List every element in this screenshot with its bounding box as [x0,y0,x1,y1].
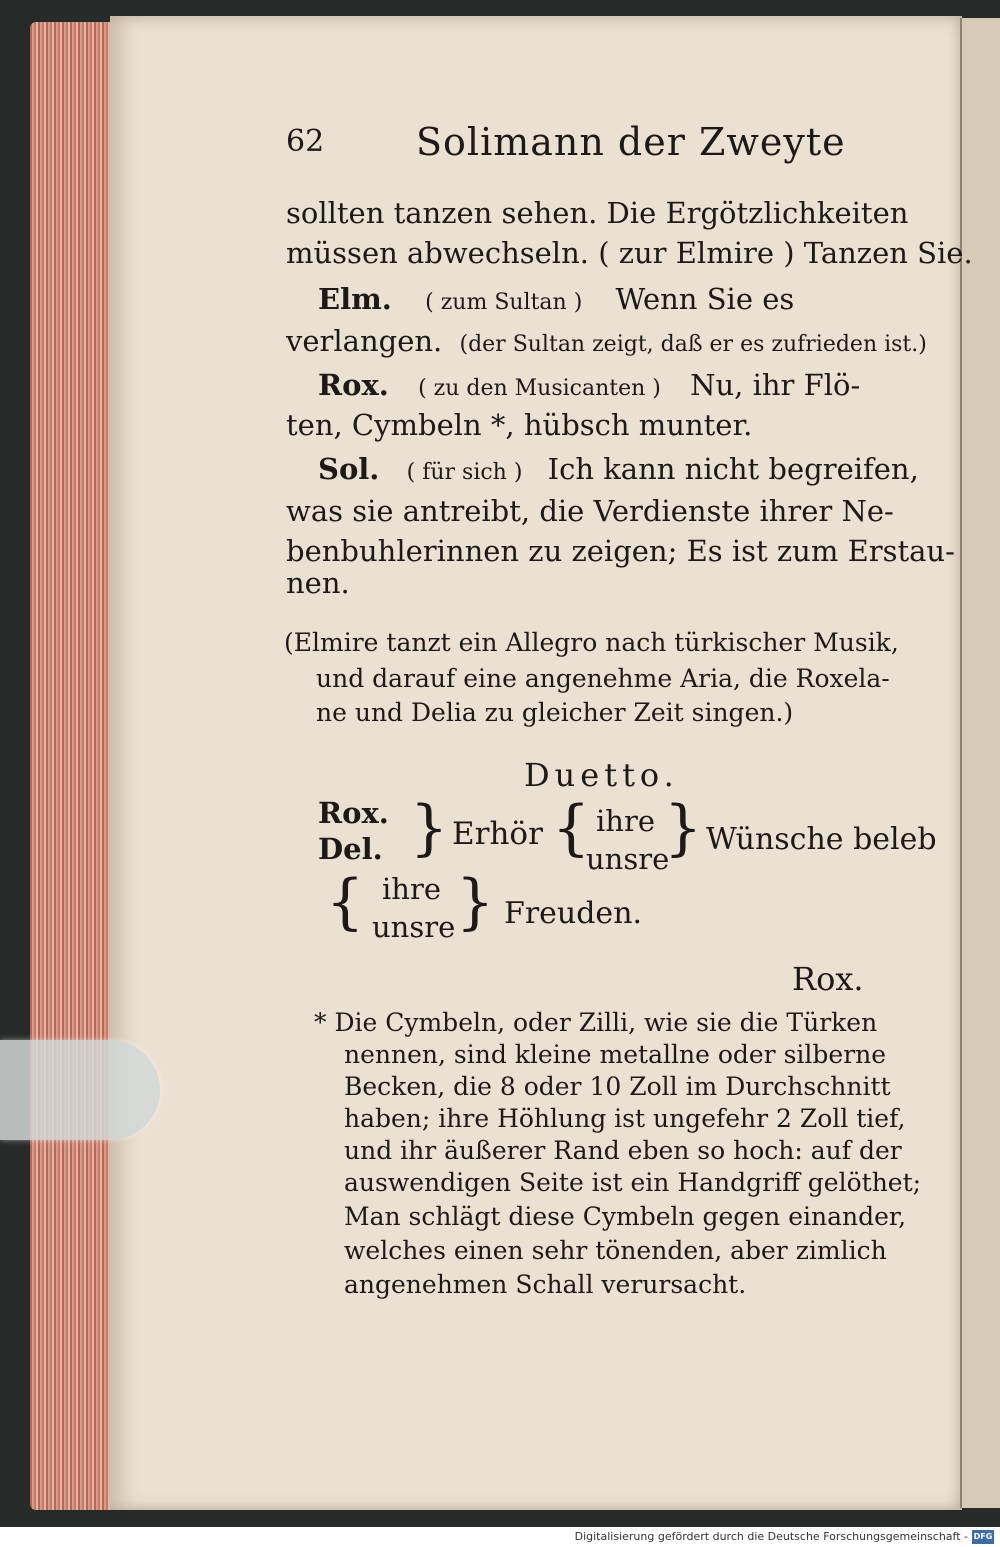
credit-bar [0,1527,1000,1547]
running-title: Solimann der Zweyte [416,120,846,164]
singer-name: Del. [318,832,383,866]
text-line: und darauf eine angenehme Aria, die Roxela- [316,664,890,693]
text-line: nen. [286,566,350,600]
duet-text: Wünsche beleb [706,822,937,857]
page-number: 62 [286,124,325,159]
text-line: (Elmire tanzt ein Allegro nach türkischer Musik, [284,628,899,657]
speech-text: Nu, ihr Flö- [690,368,861,402]
footnote-line: Becken, die 8 oder 10 Zoll im Durchschnitt [344,1072,891,1101]
duet-option: ihre [382,872,441,906]
footnote-line: * Die Cymbeln, oder Zilli, wie sie die Türken [314,1008,878,1037]
footnote-line: Man schlägt diese Cymbeln gegen einander, [344,1202,907,1231]
scanner-clip [0,1040,160,1140]
credit-text: Digitalisierung gefördert durch die Deutsche Forschungsgemeinschaft - [574,1530,968,1543]
duet-word: Erhör [452,816,543,852]
stage-note: (der Sultan zeigt, daß er es zufrieden ist.) [459,332,927,357]
duet-option: unsre [586,842,670,876]
catchword: Rox. [792,960,864,998]
speech-line [318,368,860,402]
stage-note: ( für sich ) [406,460,523,485]
stage-note: ( zu den Musicanten ) [418,376,661,401]
speaker-name: Rox. [318,368,389,402]
left-brace-icon: { [552,793,591,863]
footnote-line: welches einen sehr tönenden, aber zimlich [344,1236,887,1265]
speech-line [318,452,919,486]
speech-line [286,324,927,358]
right-brace-icon: } [456,867,495,937]
text-line: ne und Delia zu gleicher Zeit singen.) [316,698,794,727]
text-line: ten, Cymbeln *, hübsch munter. [286,408,753,442]
speaker-name: Elm. [318,282,392,316]
speaker-name: Sol. [318,452,380,486]
page-header [286,120,906,180]
right-brace-icon: } [664,793,703,863]
speech-text: Wenn Sie es [615,282,795,316]
duet-text: Freuden. [504,896,643,931]
stage-note: ( zum Sultan ) [425,290,583,315]
speech-line [318,282,794,316]
footnote-line: angenehmen Schall verursacht. [344,1270,747,1299]
footnote-line: auswendigen Seite ist ein Handgriff gelöthet; [344,1168,922,1197]
text-line: benbuhlerinnen zu zeigen; Es ist zum Erstau- [286,534,955,568]
section-heading: Duetto. [524,756,679,794]
duet-option: unsre [372,910,456,944]
text-line: sollten tanzen sehen. Die Ergötzlichkeiten [286,196,909,230]
singer-name: Rox. [318,796,389,830]
text-line: müssen abwechseln. ( zur Elmire ) Tanzen Sie. [286,236,973,270]
dfg-logo-icon: DFG [972,1530,994,1544]
footnote-line: und ihr äußerer Rand eben so hoch: auf der [344,1136,902,1165]
speech-text: Ich kann nicht begreifen, [547,452,919,486]
speech-text: verlangen. [286,324,443,358]
duet-option: ihre [596,804,655,838]
footnote-line: haben; ihre Höhlung ist ungefehr 2 Zoll tief, [344,1104,906,1133]
left-brace-icon: { [326,867,365,937]
right-brace-icon: } [410,793,449,863]
footnote-line: nennen, sind kleine metallne oder silberne [344,1040,887,1069]
text-line: was sie antreibt, die Verdienste ihrer Ne- [286,494,894,528]
